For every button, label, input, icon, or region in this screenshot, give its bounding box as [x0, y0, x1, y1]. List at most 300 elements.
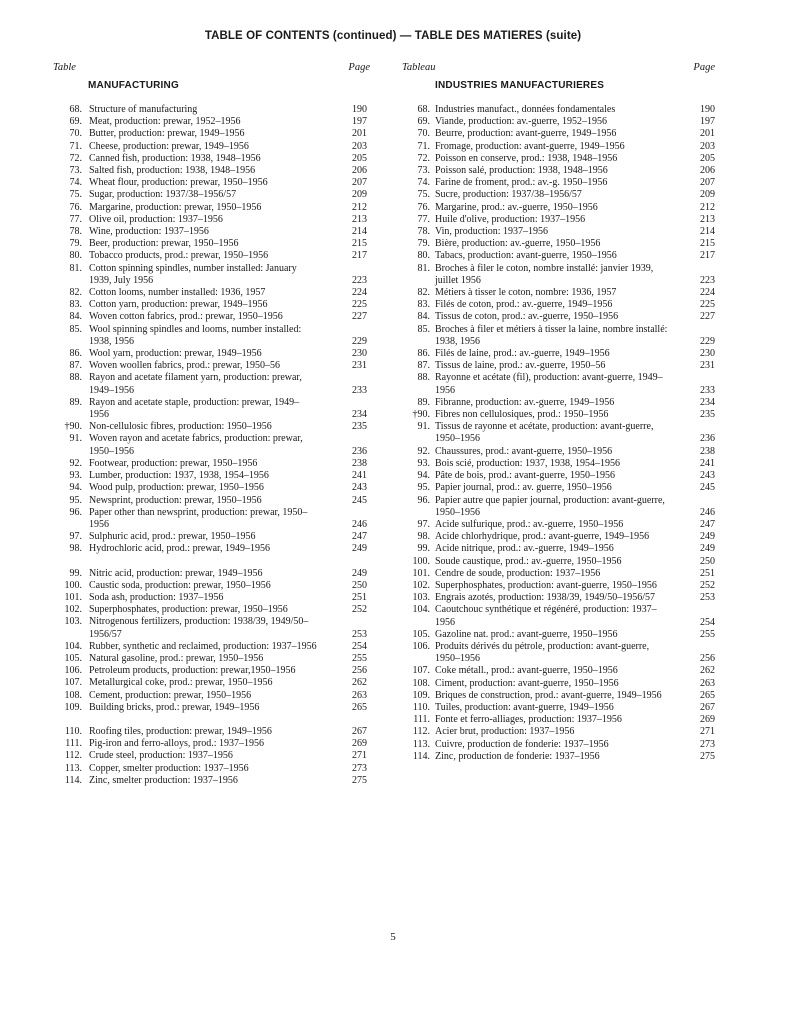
- toc-entry: [402, 141, 715, 153]
- toc-entry: [402, 726, 715, 738]
- entry-title: Paper other than newsprint, production: prewar, 1950–1956: [89, 506, 308, 530]
- page-ref: 203: [700, 140, 715, 152]
- page-ref: 225: [700, 299, 715, 311]
- group-spacer: [53, 714, 353, 726]
- toc-entry: [402, 177, 715, 189]
- table-number: 73.: [417, 165, 430, 177]
- entry-title: Pig-iron and ferro-alloys, prod.: 1937–1956: [89, 738, 264, 750]
- entry-title: Copper, smelter production: 1937–1956: [89, 762, 249, 774]
- table-number: 86.: [417, 348, 430, 360]
- page-ref: 227: [700, 311, 715, 323]
- toc-entry: [402, 348, 715, 360]
- english-column: [53, 62, 370, 787]
- page-ref: 235: [352, 421, 367, 433]
- table-number: 89.: [69, 396, 82, 408]
- entry-title: Tabacs, production: avant-guerre, 1950–1956: [435, 250, 617, 262]
- table-number: 83.: [69, 299, 82, 311]
- page-ref: 203: [352, 140, 367, 152]
- table-number: 83.: [417, 299, 430, 311]
- entry-title: Soda ash, production: 1937–1956: [89, 591, 224, 603]
- toc-entry: [402, 702, 715, 714]
- table-number: 100.: [64, 579, 82, 591]
- page-ref: 231: [700, 360, 715, 372]
- entry-title: Olive oil, production: 1937–1956: [89, 213, 223, 225]
- entry-title: Nitric acid, production: prewar, 1949–1956: [89, 567, 263, 579]
- entry-title: Broches à filer le coton, nombre installé: janvier 1939, juillet 1956: [435, 262, 654, 286]
- entry-title: Zinc, smelter production: 1937–1956: [89, 774, 238, 786]
- entry-title: Superphosphates, production: avant-guerre, 1950–1956: [435, 579, 657, 591]
- toc-entry: [53, 165, 367, 177]
- toc-entry: [53, 262, 367, 287]
- page-ref: 262: [352, 677, 367, 689]
- entry-title: Fibranne, production: av.-guerre, 1949–1956: [435, 396, 615, 408]
- entry-title: Pâte de bois, prod.: avant-guerre, 1950–1956: [435, 470, 615, 482]
- page-ref: 209: [352, 189, 367, 201]
- table-number: 96.: [417, 494, 430, 506]
- page-ref: 224: [352, 287, 367, 299]
- entry-title: Sulphuric acid, prod.: prewar, 1950–1956: [89, 531, 256, 543]
- page-ref: 234: [700, 396, 715, 408]
- table-number: 111.: [65, 738, 82, 750]
- page-ref: 265: [700, 689, 715, 701]
- toc-entry: [402, 360, 715, 372]
- toc-entry: [402, 104, 715, 116]
- table-number: 98.: [69, 543, 82, 555]
- toc-entry: [402, 568, 715, 580]
- page-ref: 197: [352, 116, 367, 128]
- toc-entry: [53, 128, 367, 140]
- toc-entry: [53, 250, 367, 262]
- toc-entry: [53, 360, 367, 372]
- entry-title: Cement, production: prewar, 1950–1956: [89, 689, 252, 701]
- page-ref: 254: [700, 616, 715, 628]
- entry-title: Beurre, production: avant-guerre, 1949–1956: [435, 128, 617, 140]
- table-number: 80.: [417, 250, 430, 262]
- page-ref: 251: [352, 591, 367, 603]
- table-number: 88.: [417, 372, 430, 384]
- page-ref: 231: [352, 360, 367, 372]
- table-number: 94.: [69, 482, 82, 494]
- page-ref: 275: [700, 750, 715, 762]
- table-number: 82.: [69, 287, 82, 299]
- entry-title: Tissus de rayonne et acétate, production: avant-guerre, 1950–1956: [435, 421, 654, 445]
- table-number: 69.: [417, 116, 430, 128]
- entry-title: Gazoline nat. prod.: avant-guerre, 1950–1956: [435, 628, 618, 640]
- table-column-label: Tableau: [402, 62, 436, 73]
- table-number: 87.: [69, 360, 82, 372]
- toc-entry: [402, 482, 715, 494]
- table-number: 100.: [412, 555, 430, 567]
- table-number: 82.: [417, 287, 430, 299]
- toc-entry: [402, 128, 715, 140]
- entry-title: Salted fish, production: 1938, 1948–1956: [89, 165, 256, 177]
- page-ref: 256: [700, 653, 715, 665]
- table-number: 69.: [69, 116, 82, 128]
- page-ref: 206: [700, 165, 715, 177]
- page-ref: 212: [700, 201, 715, 213]
- page-title: TABLE OF CONTENTS (continued) — TABLE DES MATIERES (suite): [204, 30, 582, 42]
- entry-title: Bois scié, production: 1937, 1938, 1954–1956: [435, 457, 620, 469]
- entry-title: Nitrogenous fertilizers, production: 1938/39, 1949/50–1956/57: [89, 616, 309, 640]
- entry-title: Vin, production: 1937–1956: [435, 226, 549, 238]
- entry-title: Woven woollen fabrics, prod.: prewar, 1950–56: [89, 360, 280, 372]
- toc-entry: [402, 421, 715, 445]
- toc-entry: [53, 494, 367, 507]
- page-ref: 262: [700, 665, 715, 677]
- entry-title: Industries manufact., données fondamentales: [435, 104, 616, 115]
- entry-title: Tobacco products, prod.: prewar, 1950–1956: [89, 250, 269, 262]
- table-number: 84.: [417, 311, 430, 323]
- entry-title: Butter, production: prewar, 1949–1956: [89, 128, 245, 140]
- page-ref: 209: [700, 189, 715, 201]
- page-ref: 253: [700, 592, 715, 604]
- table-number: 91.: [417, 421, 430, 433]
- page-ref: 207: [700, 177, 715, 189]
- toc-entry: [53, 323, 367, 348]
- page-ref: 234: [352, 409, 367, 421]
- toc-entry: [53, 201, 367, 214]
- page-ref: 247: [700, 518, 715, 530]
- toc-entry: [402, 165, 715, 177]
- page-ref: 273: [700, 738, 715, 750]
- entry-title: Roofing tiles, production: prewar, 1949–1956: [89, 725, 272, 737]
- toc-entry: [53, 531, 367, 543]
- toc-entry: [402, 409, 715, 421]
- entry-title: Acide nitrique, prod.: av.-guerre, 1949–1956: [435, 543, 614, 555]
- table-number: 110.: [412, 701, 430, 713]
- table-number: 71.: [69, 140, 82, 152]
- entry-title: Cendre de soude, production: 1937–1956: [435, 567, 601, 579]
- table-number: 103.: [412, 592, 430, 604]
- table-number: 75.: [417, 189, 430, 201]
- page-ref: 233: [700, 384, 715, 396]
- page-ref: 235: [700, 409, 715, 421]
- table-column-label: Table: [53, 62, 76, 73]
- page-ref: 236: [352, 445, 367, 457]
- table-number: 106.: [412, 640, 430, 652]
- page-ref: 252: [352, 604, 367, 616]
- table-number: 73.: [69, 165, 82, 177]
- table-number: 111.: [413, 714, 430, 726]
- toc-entry: [53, 762, 367, 775]
- entry-title: Engrais azotés, production: 1938/39, 1949/50–1956/57: [435, 592, 655, 604]
- toc-entry: [402, 116, 715, 128]
- table-number: 92.: [69, 457, 82, 469]
- table-number: 107.: [412, 665, 430, 677]
- toc-entry: [53, 213, 367, 226]
- table-number: 113.: [412, 738, 430, 750]
- page-ref: 263: [352, 689, 367, 701]
- toc-entry: [53, 396, 367, 421]
- page-ref: 254: [352, 640, 367, 652]
- page-ref: 249: [700, 543, 715, 555]
- page-ref: 255: [352, 652, 367, 664]
- page-ref: 201: [700, 128, 715, 140]
- entry-title: Zinc, production de fonderie: 1937–1956: [435, 750, 600, 762]
- entry-title: Sugar, production: 1937/38–1956/57: [89, 189, 237, 201]
- table-number: 78.: [69, 226, 82, 238]
- page-ref: 215: [352, 238, 367, 250]
- entry-title: Cheese, production: prewar, 1949–1956: [89, 140, 249, 152]
- toc-entry: [402, 470, 715, 482]
- toc-entry: [53, 348, 367, 360]
- table-number: 105.: [412, 628, 430, 640]
- section-heading: INDUSTRIES MANUFACTURIERES: [435, 80, 605, 91]
- toc-entry: [402, 311, 715, 323]
- entry-title: Papier autre que papier journal, production: avant-guerre, 1950–1956: [435, 494, 665, 518]
- toc-entry: [402, 250, 715, 262]
- table-number: 77.: [69, 213, 82, 225]
- toc-entry: [53, 421, 367, 433]
- toc-entry: [53, 725, 367, 738]
- page-ref: 213: [700, 213, 715, 225]
- toc-entry: [402, 372, 715, 396]
- page-ref: 217: [352, 250, 367, 262]
- toc-entry: [402, 739, 715, 751]
- page-ref: 205: [352, 152, 367, 164]
- toc-entry: [402, 629, 715, 641]
- page-ref: 265: [352, 701, 367, 713]
- entry-title: Meat, production: prewar, 1952–1956: [89, 116, 241, 128]
- table-number: 81.: [417, 262, 430, 274]
- page-ref: 227: [352, 311, 367, 323]
- page-ref: 249: [352, 543, 367, 555]
- toc-entry: [402, 580, 715, 592]
- toc-entry: [53, 372, 367, 396]
- toc-entry: [53, 457, 367, 470]
- entry-title: Rayon and acetate filament yarn, production: prewar, 1949–1956: [89, 372, 302, 396]
- page-ref: 230: [352, 348, 367, 360]
- page-ref: 217: [700, 250, 715, 262]
- entry-title: Margarine, production: prewar, 1950–1956: [89, 201, 262, 213]
- toc-entry: [53, 604, 367, 616]
- entry-title: Ciment, production: avant-guerre, 1950–1956: [435, 677, 619, 689]
- table-number: 97.: [417, 518, 430, 530]
- page-ref: 229: [352, 335, 367, 347]
- table-number: 113.: [64, 762, 82, 774]
- page-ref: 250: [352, 579, 367, 591]
- entry-title: Tissus de laine, prod.: av.-guerre, 1950–56: [435, 360, 606, 372]
- table-number: 104.: [64, 640, 82, 652]
- page-ref: 225: [352, 299, 367, 311]
- toc-entry: [402, 446, 715, 458]
- page-ref: 249: [352, 567, 367, 579]
- table-number: 74.: [69, 177, 82, 189]
- page-ref: 207: [352, 177, 367, 189]
- table-number: 76.: [69, 201, 82, 213]
- toc-entry: [53, 226, 367, 238]
- entry-title: Rayon and acetate staple, production: prewar, 1949–1956: [89, 396, 300, 421]
- table-number: 109.: [412, 689, 430, 701]
- toc-entry: [402, 592, 715, 604]
- table-number: 112.: [64, 750, 82, 762]
- entry-title: Fonte et ferro-alliages, production: 1937–1956: [435, 714, 622, 726]
- toc-entry: [53, 750, 367, 762]
- toc-entry: [402, 324, 715, 348]
- entry-title: Métiers à tisser le coton, nombre: 1936, 1957: [435, 287, 617, 299]
- entry-title: Rubber, synthetic and reclaimed, production: 1937–1956: [89, 640, 317, 652]
- page-ref: 241: [352, 470, 367, 482]
- page-ref: 205: [700, 152, 715, 164]
- page-ref: 243: [700, 470, 715, 482]
- table-number: 68.: [417, 104, 430, 115]
- table-number: 99.: [417, 543, 430, 555]
- toc-entry: [402, 665, 715, 677]
- toc-entry: [402, 202, 715, 214]
- entry-title: Footwear, production: prewar, 1950–1956: [89, 457, 258, 469]
- table-number: 93.: [417, 457, 430, 469]
- entry-title: Viande, production: av.-guerre, 1952–1956: [435, 116, 608, 128]
- page-ref: 246: [700, 506, 715, 518]
- entry-title: Non-cellulosic fibres, production: 1950–1956: [89, 421, 272, 433]
- toc-entry: [53, 177, 367, 189]
- toc-entry: [53, 567, 367, 580]
- toc-entry: [53, 433, 367, 457]
- page-ref: 267: [700, 701, 715, 713]
- entry-title: Caustic soda, production: prewar, 1950–1956: [89, 579, 271, 591]
- table-number: 102.: [64, 604, 82, 616]
- toc-entry: [53, 299, 367, 311]
- entry-title: Wood pulp, production: prewar, 1950–1956: [89, 482, 264, 494]
- page-ref: 215: [700, 238, 715, 250]
- toc-entry: [402, 751, 715, 763]
- page-ref: 206: [352, 165, 367, 177]
- entry-title: Broches à filer et métiers à tisser la laine, nombre installé: 1938, 1956: [435, 323, 668, 347]
- table-number: 96.: [69, 506, 82, 518]
- entry-title: Petroleum products, production: prewar,1950–1956: [89, 665, 296, 677]
- entry-title: Wool spinning spindles and looms, number installed: 1938, 1956: [89, 323, 302, 347]
- page-ref: 252: [700, 579, 715, 591]
- table-number: 87.: [417, 360, 430, 372]
- toc-entry: [53, 152, 367, 165]
- table-number: 74.: [417, 177, 430, 189]
- toc-entry: [402, 458, 715, 470]
- table-number: 109.: [64, 701, 82, 713]
- page-number: 5: [390, 931, 396, 943]
- toc-entry: [402, 299, 715, 311]
- toc-entry: [402, 690, 715, 702]
- page-ref: 212: [352, 201, 367, 213]
- table-number: 108.: [64, 689, 82, 701]
- table-number: 107.: [64, 677, 82, 689]
- table-number: 79.: [417, 238, 430, 250]
- table-number: 110.: [64, 725, 82, 737]
- toc-entry: [402, 397, 715, 409]
- entry-title: Fibres non cellulosiques, prod.: 1950–1956: [435, 409, 609, 421]
- table-number: 85.: [417, 323, 430, 335]
- entry-title: Produits dérivés du pétrole, production: avant-guerre, 1950–1956: [435, 640, 650, 665]
- toc-entry: [402, 519, 715, 531]
- table-number: 101.: [412, 567, 430, 579]
- entry-title: Wheat flour, production: prewar, 1950–1956: [89, 177, 268, 189]
- entry-title: Lumber, production: 1937, 1938, 1954–1956: [89, 470, 269, 482]
- table-number: 88.: [69, 372, 82, 384]
- toc-entry: [53, 482, 367, 494]
- entry-title: Tissus de coton, prod.: av.-guerre, 1950–1956: [435, 311, 619, 323]
- entry-title: Papier journal, prod.: av. guerre, 1950–1956: [435, 482, 612, 494]
- entry-title: Canned fish, production: 1938, 1948–1956: [89, 152, 261, 164]
- page-ref: 224: [700, 287, 715, 299]
- page-ref: 250: [700, 555, 715, 567]
- entry-title: Cotton yarn, production: prewar, 1949–1956: [89, 299, 268, 311]
- entry-title: Wool yarn, production: prewar, 1949–1956: [89, 348, 262, 360]
- entry-title: Acide sulfurique, prod.: av.-guerre, 1950–1956: [435, 518, 624, 530]
- toc-entry: [402, 556, 715, 568]
- entry-title: Farine de froment, prod.: av.-g. 1950–1956: [435, 177, 608, 189]
- page-ref: 233: [352, 384, 367, 396]
- toc-entry: [402, 153, 715, 165]
- table-number: 80.: [69, 250, 82, 262]
- page-ref: 229: [700, 335, 715, 347]
- toc-entry: [53, 701, 367, 714]
- entry-title: Wine, production: 1937–1956: [89, 226, 209, 238]
- page-ref: 271: [352, 750, 367, 762]
- table-number: 93.: [69, 470, 82, 482]
- toc-entry: [53, 116, 367, 128]
- table-number: 70.: [417, 128, 430, 140]
- toc-entry: [53, 616, 367, 640]
- page-ref: 238: [700, 445, 715, 457]
- toc-entry: [53, 665, 367, 677]
- page-ref: 190: [352, 104, 367, 115]
- toc-entry: [402, 226, 715, 238]
- table-number: 72.: [417, 152, 430, 164]
- toc-entry: [53, 287, 367, 299]
- entry-title: Poisson en conserve, prod.: 1938, 1948–1956: [435, 152, 618, 164]
- page-ref: 247: [352, 531, 367, 543]
- page-ref: 267: [352, 725, 367, 737]
- page-ref: 249: [700, 531, 715, 543]
- table-number: 112.: [412, 726, 430, 738]
- table-number: 84.: [69, 311, 82, 323]
- page-ref: 275: [352, 774, 367, 786]
- table-number: 98.: [417, 531, 430, 543]
- page-ref: 236: [700, 433, 715, 445]
- entry-list: [53, 104, 367, 787]
- page-column-label: Page: [348, 62, 370, 73]
- entry-title: Cuivre, production de fonderie: 1937–1956: [435, 738, 609, 750]
- entry-title: Filés de laine, prod.: av.-guerre, 1949–1956: [435, 348, 610, 360]
- table-number: 101.: [64, 591, 82, 603]
- page-column-label: Page: [693, 62, 715, 73]
- entry-title: Margarine, prod.: av.-guerre, 1950–1956: [435, 201, 598, 213]
- entry-title: Coke métall., prod.: avant-guerre, 1950–1956: [435, 665, 618, 677]
- table-number: 77.: [417, 213, 430, 225]
- toc-entry: [53, 652, 367, 665]
- entry-title: Structure of manufacturing: [89, 104, 198, 115]
- page-ref: 251: [700, 567, 715, 579]
- entry-title: Briques de construction, prod.: avant-guerre, 1949–1956: [435, 689, 662, 701]
- table-number: 97.: [69, 531, 82, 543]
- toc-entry: [53, 506, 367, 531]
- toc-entry: [402, 495, 715, 519]
- toc-entry: [53, 189, 367, 201]
- table-number: 114.: [412, 750, 430, 762]
- entry-title: Filés de coton, prod.: av.-guerre, 1949–1956: [435, 299, 613, 311]
- table-number: 95.: [417, 482, 430, 494]
- page-ref: 245: [700, 482, 715, 494]
- toc-entry: [53, 238, 367, 250]
- entry-title: Cotton looms, number installed: 1936, 1957: [89, 287, 266, 299]
- page-ref: 223: [700, 274, 715, 286]
- page-ref: 255: [700, 628, 715, 640]
- page-ref: 246: [352, 518, 367, 530]
- page-ref: 243: [352, 482, 367, 494]
- table-number: 108.: [412, 677, 430, 689]
- toc-entry: [53, 470, 367, 482]
- table-number: 86.: [69, 348, 82, 360]
- page-ref: 201: [352, 128, 367, 140]
